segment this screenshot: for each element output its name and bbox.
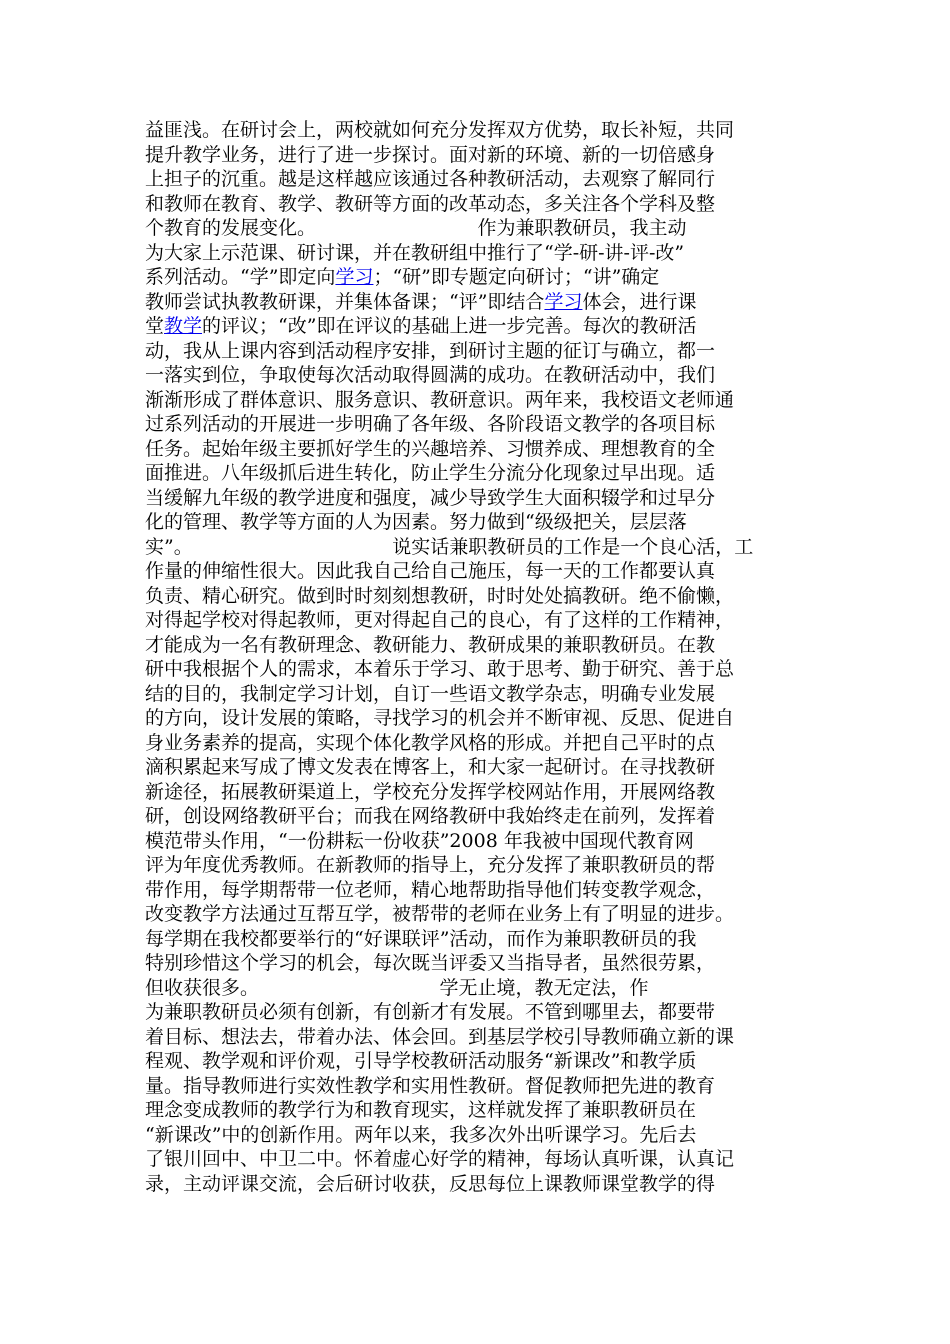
text-run: 实”。 说实话兼职教研员的工作是一个良心活，工 bbox=[145, 535, 754, 558]
text-line bbox=[145, 902, 825, 927]
text-line bbox=[145, 951, 825, 976]
body-text bbox=[145, 118, 825, 1196]
text-line bbox=[145, 731, 825, 756]
text-run: 过系列活动的开展进一步明确了各年级、各阶段语文教学的各项目标 bbox=[145, 413, 716, 435]
text-run: 新途径，拓展教研渠道上，学校充分发挥学校网站作用，开展网络教 bbox=[145, 780, 716, 803]
text-run: 的评议；“改”即在评议的基础上进一步完善。每次的教研活 bbox=[202, 315, 697, 337]
text-run: 上担子的沉重。越是这样越应该通过各种教研活动，去观察了解同行 bbox=[145, 168, 716, 190]
inline-link[interactable]: 学习 bbox=[544, 290, 583, 313]
text-line bbox=[145, 412, 825, 437]
text-line bbox=[145, 780, 825, 805]
text-run: 提升教学业务，进行了进一步探讨。面对新的环境、新的一切倍感身 bbox=[145, 143, 716, 166]
text-line bbox=[145, 437, 825, 462]
text-line bbox=[145, 633, 825, 658]
text-run: 堂 bbox=[145, 315, 165, 337]
text-run: 了银川回中、中卫二中。怀着虚心好学的精神，每场认真听课，认真记 bbox=[145, 1148, 735, 1170]
text-run: 着目标、想法去，带着办法、体会回。到基层学校引导教师确立新的课 bbox=[145, 1025, 735, 1048]
text-run: 教师尝试执教教研课，并集体备课；“评”即结合 bbox=[145, 290, 545, 313]
text-line bbox=[145, 216, 825, 241]
text-run: 模范带头作用，“一份耕耘一份收获”2008 年我被中国现代教育网 bbox=[145, 829, 694, 852]
text-line bbox=[145, 1147, 825, 1172]
text-line bbox=[145, 143, 825, 168]
text-line bbox=[145, 927, 825, 952]
text-run: 一落实到位，争取使每次活动取得圆满的成功。在教研活动中，我们 bbox=[145, 364, 716, 386]
text-run: 研中我根据个人的需求，本着乐于学习、敢于思考、勤于研究、善于总 bbox=[145, 658, 735, 680]
text-line bbox=[145, 1049, 825, 1074]
text-run: 为大家上示范课、研讨课，并在教研组中推行了“学-研-讲-评-改” bbox=[145, 241, 685, 264]
text-line bbox=[145, 1000, 825, 1025]
text-line bbox=[145, 1172, 825, 1197]
text-run: 和教师在教育、教学、教研等方面的改革动态，多关注各个学科及整 bbox=[145, 192, 716, 215]
text-run: 录，主动评课交流，会后研讨收获，反思每位上课教师课堂教学的得 bbox=[145, 1172, 716, 1195]
text-run: 渐渐形成了群体意识、服务意识、教研意识。两年来，我校语文老师通 bbox=[145, 388, 735, 411]
text-line bbox=[145, 241, 825, 266]
text-line bbox=[145, 608, 825, 633]
text-run: “新课改”中的创新作用。两年以来，我多次外出听课学习。先后去 bbox=[145, 1123, 697, 1146]
text-run: 当缓解九年级的教学进度和强度，减少导致学生大面积辍学和过早分 bbox=[145, 486, 716, 509]
text-line bbox=[145, 804, 825, 829]
text-line bbox=[145, 706, 825, 731]
text-run: 理念变成教师的教学行为和教育现实，这样就发挥了兼职教研员在 bbox=[145, 1099, 697, 1121]
text-run: 带作用，每学期帮带一位老师，精心地帮助指导他们转变教学观念， bbox=[145, 878, 716, 901]
text-run: 研，创设网络教研平台；而我在网络教研中我始终走在前列，发挥着 bbox=[145, 805, 716, 827]
text-run: 系列活动。“学”即定向 bbox=[145, 266, 336, 288]
text-run: 每学期在我校都要举行的“好课联评”活动，而作为兼职教研员的我 bbox=[145, 927, 697, 950]
inline-link[interactable]: 教学 bbox=[164, 315, 203, 337]
text-run: 作量的伸缩性很大。因此我自己给自己施压，每一天的工作都要认真 bbox=[145, 560, 716, 582]
text-line bbox=[145, 1074, 825, 1099]
text-run: 面推进。八年级抓后进生转化，防止学生分流分化现象过早出现。适 bbox=[145, 462, 716, 484]
text-run: 为兼职教研员必须有创新，有创新才有发展。不管到哪里去，都要带 bbox=[145, 1001, 716, 1023]
text-line bbox=[145, 363, 825, 388]
text-run: 但收获很多。 学无止境，教无定法，作 bbox=[145, 976, 649, 999]
text-run: 负责、精心研究。做到时时刻刻想教研，时时处处搞教研。绝不偷懒， bbox=[145, 584, 735, 607]
text-run: 的方向，设计发展的策略，寻找学习的机会并不断审视、反思、促进自 bbox=[145, 707, 735, 729]
text-run: 任务。起始年级主要抓好学生的兴趣培养、习惯养成、理想教育的全 bbox=[145, 437, 716, 460]
text-run: 动，我从上课内容到活动程序安排，到研讨主题的征订与确立，都一 bbox=[145, 339, 716, 362]
text-line bbox=[145, 584, 825, 609]
text-line bbox=[145, 535, 825, 560]
text-line bbox=[145, 290, 825, 315]
text-run: 特别珍惜这个学习的机会，每次既当评委又当指导者，虽然很劳累， bbox=[145, 952, 716, 974]
text-run: 改变教学方法通过互帮互学，被帮带的老师在业务上有了明显的进步。 bbox=[145, 903, 735, 925]
text-line bbox=[145, 1123, 825, 1148]
text-run: 程观、教学观和评价观，引导学校教研活动服务“新课改”和教学质 bbox=[145, 1050, 697, 1072]
text-line bbox=[145, 192, 825, 217]
text-line bbox=[145, 853, 825, 878]
text-run: 评为年度优秀教师。在新教师的指导上，充分发挥了兼职教研员的帮 bbox=[145, 854, 716, 876]
text-line bbox=[145, 510, 825, 535]
text-line bbox=[145, 265, 825, 290]
text-line bbox=[145, 755, 825, 780]
inline-link[interactable]: 学习 bbox=[335, 266, 374, 288]
text-run: 益匪浅。在研讨会上，两校就如何充分发挥双方优势，取长补短，共同 bbox=[145, 119, 735, 141]
text-run: 才能成为一名有教研理念、教研能力、教研成果的兼职教研员。在教 bbox=[145, 633, 716, 656]
text-run: 结的目的，我制定学习计划，自订一些语文教学杂志，明确专业发展 bbox=[145, 682, 716, 705]
text-run: 个教育的发展变化。 作为兼职教研员，我主动 bbox=[145, 217, 687, 239]
text-run: 身业务素养的提高，实现个体化教学风格的形成。并把自己平时的点 bbox=[145, 731, 716, 754]
text-run: 对得起学校对得起教师，更对得起自己的良心，有了这样的工作精神， bbox=[145, 609, 735, 631]
text-line bbox=[145, 339, 825, 364]
text-run: 化的管理、教学等方面的人为因素。努力做到“级级把关，层层落 bbox=[145, 511, 687, 533]
text-line bbox=[145, 388, 825, 413]
text-line bbox=[145, 682, 825, 707]
text-run: 滴积累起来写成了博文发表在博客上，和大家一起研讨。在寻找教研 bbox=[145, 756, 716, 778]
text-line bbox=[145, 314, 825, 339]
text-line bbox=[145, 1098, 825, 1123]
text-line bbox=[145, 657, 825, 682]
text-line bbox=[145, 118, 825, 143]
text-line bbox=[145, 878, 825, 903]
text-line bbox=[145, 461, 825, 486]
text-run: 体会，进行课 bbox=[582, 290, 697, 313]
text-run: ；“研”即专题定向研讨；“讲”确定 bbox=[373, 266, 660, 288]
text-line bbox=[145, 486, 825, 511]
text-line bbox=[145, 1025, 825, 1050]
text-line bbox=[145, 167, 825, 192]
text-line bbox=[145, 976, 825, 1001]
text-line bbox=[145, 559, 825, 584]
text-run: 量。指导教师进行实效性教学和实用性教研。督促教师把先进的教育 bbox=[145, 1074, 716, 1097]
text-line bbox=[145, 829, 825, 854]
